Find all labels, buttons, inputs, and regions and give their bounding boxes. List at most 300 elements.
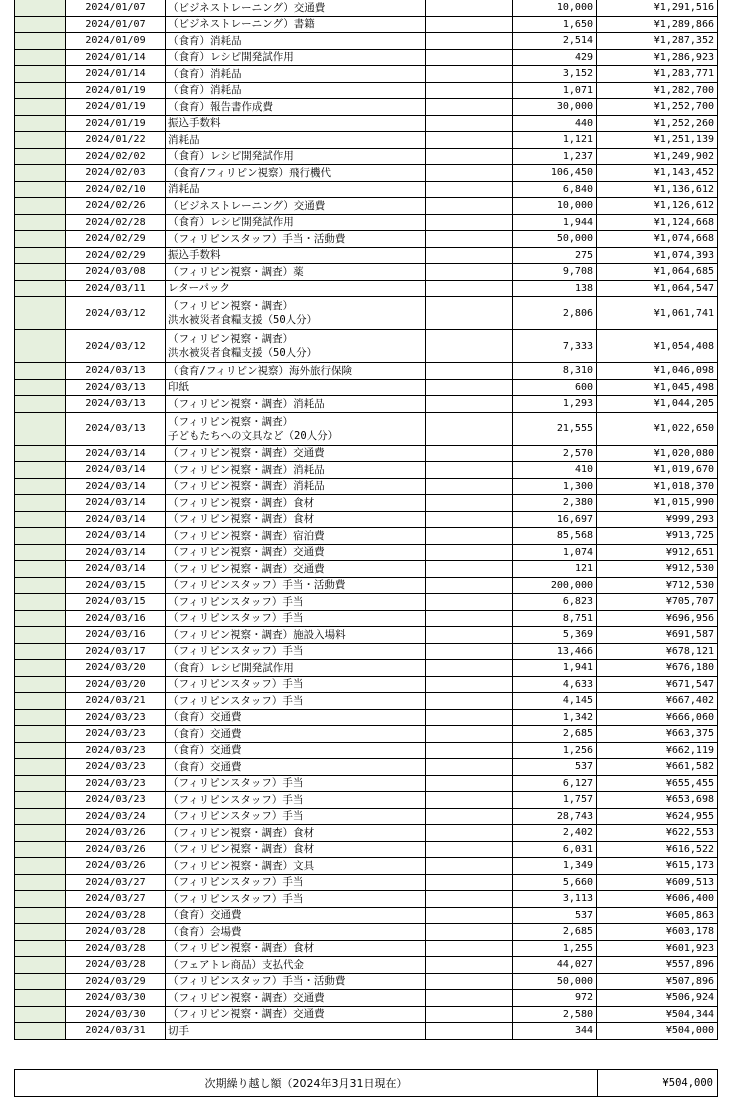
memo-cell	[426, 809, 513, 825]
amount-cell: 6,031	[513, 842, 597, 858]
memo-cell	[426, 578, 513, 594]
side-shade-cell	[14, 908, 66, 924]
memo-cell	[426, 479, 513, 495]
description-cell	[166, 17, 426, 33]
description-line: （フィリピンスタッフ）手当	[168, 595, 304, 608]
description-line: 洪水被災者食糧支援（50人分）	[168, 347, 318, 359]
side-shade-cell	[14, 0, 66, 16]
table-row	[14, 231, 718, 248]
balance-cell: ¥1,045,498	[597, 380, 718, 396]
description-line: （食育）会場費	[168, 925, 242, 938]
date-cell: 2024/03/14	[66, 479, 166, 495]
table-row	[14, 446, 718, 463]
date-cell: 2024/03/23	[66, 759, 166, 775]
side-shade-cell	[14, 858, 66, 874]
memo-cell	[426, 974, 513, 990]
balance-cell: ¥504,344	[597, 1007, 718, 1023]
description-line: （食育）交通費	[168, 744, 242, 757]
side-shade-cell	[14, 990, 66, 1006]
memo-cell	[426, 644, 513, 660]
date-cell: 2024/03/30	[66, 1007, 166, 1023]
amount-cell: 537	[513, 759, 597, 775]
description-cell	[166, 990, 426, 1006]
side-shade-cell	[14, 644, 66, 660]
memo-cell	[426, 17, 513, 33]
description-line: （フィリピン視察・調査）消耗品	[168, 397, 325, 410]
description-line: （フィリピンスタッフ）手当	[168, 694, 304, 707]
description-line: （フィリピン視察・調査）宿泊費	[168, 529, 325, 542]
table-row	[14, 116, 718, 133]
description-cell	[166, 264, 426, 280]
description-cell	[166, 578, 426, 594]
table-row	[14, 545, 718, 562]
side-shade-cell	[14, 149, 66, 165]
amount-cell: 8,751	[513, 611, 597, 627]
description-line: レターパック	[168, 282, 231, 295]
date-cell: 2024/02/10	[66, 182, 166, 198]
description-cell	[166, 149, 426, 165]
description-cell	[166, 363, 426, 379]
table-row	[14, 891, 718, 908]
balance-cell: ¥606,400	[597, 891, 718, 907]
table-row	[14, 990, 718, 1007]
memo-cell	[426, 528, 513, 544]
table-row	[14, 396, 718, 413]
description-line: （フィリピンスタッフ）手当	[168, 876, 304, 889]
date-cell: 2024/03/15	[66, 594, 166, 610]
table-row	[14, 726, 718, 743]
memo-cell	[426, 380, 513, 396]
amount-cell: 2,806	[513, 297, 597, 329]
balance-cell: ¥1,074,668	[597, 231, 718, 247]
side-shade-cell	[14, 561, 66, 577]
balance-cell: ¥622,553	[597, 825, 718, 841]
balance-cell: ¥1,282,700	[597, 83, 718, 99]
date-cell: 2024/03/26	[66, 842, 166, 858]
description-line: （フィリピンスタッフ）手当	[168, 678, 304, 691]
table-row	[14, 941, 718, 958]
memo-cell	[426, 891, 513, 907]
memo-cell	[426, 710, 513, 726]
description-cell	[166, 512, 426, 528]
description-cell	[166, 677, 426, 693]
description-cell	[166, 809, 426, 825]
date-cell: 2024/01/07	[66, 17, 166, 33]
amount-cell: 275	[513, 248, 597, 264]
description-line: （フィリピンスタッフ）手当・活動費	[168, 579, 346, 592]
amount-cell: 3,152	[513, 66, 597, 82]
memo-cell	[426, 198, 513, 214]
description-cell	[166, 776, 426, 792]
table-row	[14, 578, 718, 595]
side-shade-cell	[14, 545, 66, 561]
amount-cell: 2,380	[513, 495, 597, 511]
balance-cell: ¥678,121	[597, 644, 718, 660]
table-row	[14, 297, 718, 330]
memo-cell	[426, 248, 513, 264]
side-shade-cell	[14, 743, 66, 759]
description-line: （食育）消耗品	[168, 34, 242, 47]
description-line: （フィリピン視察・調査）交通費	[168, 1008, 325, 1021]
table-row	[14, 66, 718, 83]
side-shade-cell	[14, 776, 66, 792]
date-cell: 2024/03/26	[66, 825, 166, 841]
amount-cell: 2,685	[513, 924, 597, 940]
date-cell: 2024/02/29	[66, 231, 166, 247]
side-shade-cell	[14, 941, 66, 957]
balance-cell: ¥1,064,547	[597, 281, 718, 297]
description-line: （フィリピンスタッフ）手当	[168, 892, 304, 905]
balance-cell: ¥506,924	[597, 990, 718, 1006]
description-cell	[166, 924, 426, 940]
date-cell: 2024/03/14	[66, 495, 166, 511]
description-cell	[166, 941, 426, 957]
amount-cell: 8,310	[513, 363, 597, 379]
date-cell: 2024/01/19	[66, 116, 166, 132]
balance-cell: ¥1,018,370	[597, 479, 718, 495]
carry-forward-row	[14, 1069, 718, 1097]
memo-cell	[426, 116, 513, 132]
balance-cell: ¥1,286,923	[597, 50, 718, 66]
memo-cell	[426, 693, 513, 709]
description-line: 印紙	[168, 381, 189, 394]
amount-cell: 1,342	[513, 710, 597, 726]
balance-cell: ¥691,587	[597, 627, 718, 643]
balance-cell: ¥615,173	[597, 858, 718, 874]
description-cell	[166, 660, 426, 676]
amount-cell: 2,402	[513, 825, 597, 841]
description-cell	[166, 627, 426, 643]
memo-cell	[426, 677, 513, 693]
table-row	[14, 363, 718, 380]
side-shade-cell	[14, 182, 66, 198]
date-cell: 2024/02/26	[66, 198, 166, 214]
date-cell: 2024/03/27	[66, 891, 166, 907]
table-row	[14, 594, 718, 611]
description-cell	[166, 693, 426, 709]
description-line: （食育）交通費	[168, 711, 242, 724]
date-cell: 2024/02/03	[66, 165, 166, 181]
description-line: （食育）レシピ開発試作用	[168, 51, 294, 64]
memo-cell	[426, 594, 513, 610]
description-cell	[166, 33, 426, 49]
table-row	[14, 660, 718, 677]
table-row	[14, 693, 718, 710]
date-cell: 2024/03/28	[66, 908, 166, 924]
balance-cell: ¥666,060	[597, 710, 718, 726]
table-row	[14, 809, 718, 826]
description-cell	[166, 858, 426, 874]
date-cell: 2024/03/28	[66, 957, 166, 973]
side-shade-cell	[14, 891, 66, 907]
side-shade-cell	[14, 413, 66, 445]
description-cell	[166, 66, 426, 82]
memo-cell	[426, 512, 513, 528]
amount-cell: 6,127	[513, 776, 597, 792]
balance-cell: ¥912,651	[597, 545, 718, 561]
amount-cell: 50,000	[513, 974, 597, 990]
description-cell	[166, 1007, 426, 1023]
memo-cell	[426, 1007, 513, 1023]
description-line: （フィリピンスタッフ）手当・活動費	[168, 232, 346, 245]
description-cell	[166, 462, 426, 478]
date-cell: 2024/03/29	[66, 974, 166, 990]
description-cell	[166, 99, 426, 115]
balance-cell: ¥1,020,080	[597, 446, 718, 462]
description-line: （食育）消耗品	[168, 67, 242, 80]
description-line: （フィリピン視察・調査）食材	[168, 942, 315, 955]
amount-cell: 30,000	[513, 99, 597, 115]
balance-cell: ¥616,522	[597, 842, 718, 858]
balance-cell: ¥1,252,260	[597, 116, 718, 132]
description-line: （フィリピン視察・調査）消耗品	[168, 480, 325, 493]
balance-cell: ¥696,956	[597, 611, 718, 627]
amount-cell: 600	[513, 380, 597, 396]
amount-cell: 440	[513, 116, 597, 132]
amount-cell: 44,027	[513, 957, 597, 973]
memo-cell	[426, 330, 513, 362]
table-row	[14, 743, 718, 760]
date-cell: 2024/03/23	[66, 710, 166, 726]
balance-cell: ¥603,178	[597, 924, 718, 940]
table-row	[14, 479, 718, 496]
description-line: （フィリピン視察・調査）	[168, 333, 294, 345]
side-shade-cell	[14, 33, 66, 49]
date-cell: 2024/03/13	[66, 396, 166, 412]
date-cell: 2024/03/14	[66, 512, 166, 528]
table-row	[14, 33, 718, 50]
description-line: （フィリピンスタッフ）手当・活動費	[168, 975, 346, 988]
balance-cell: ¥1,054,408	[597, 330, 718, 362]
memo-cell	[426, 281, 513, 297]
ledger-table	[14, 0, 718, 1040]
amount-cell: 1,349	[513, 858, 597, 874]
balance-cell: ¥653,698	[597, 792, 718, 808]
description-line: （食育）報告書作成費	[168, 100, 273, 113]
table-row	[14, 644, 718, 661]
date-cell: 2024/03/20	[66, 660, 166, 676]
table-row	[14, 215, 718, 232]
description-line: （フィリピンスタッフ）手当	[168, 793, 304, 806]
memo-cell	[426, 842, 513, 858]
table-row	[14, 264, 718, 281]
date-cell: 2024/03/14	[66, 446, 166, 462]
table-row	[14, 924, 718, 941]
balance-cell: ¥1,064,685	[597, 264, 718, 280]
amount-cell: 1,255	[513, 941, 597, 957]
memo-cell	[426, 0, 513, 16]
description-cell	[166, 644, 426, 660]
table-row	[14, 99, 718, 116]
amount-cell: 85,568	[513, 528, 597, 544]
date-cell: 2024/03/12	[66, 330, 166, 362]
side-shade-cell	[14, 116, 66, 132]
description-cell	[166, 297, 426, 329]
side-shade-cell	[14, 446, 66, 462]
date-cell: 2024/03/23	[66, 776, 166, 792]
description-line: 消耗品	[168, 133, 200, 146]
side-shade-cell	[14, 1007, 66, 1023]
side-shade-cell	[14, 462, 66, 478]
description-cell	[166, 891, 426, 907]
balance-cell: ¥662,119	[597, 743, 718, 759]
table-row	[14, 710, 718, 727]
description-cell	[166, 726, 426, 742]
date-cell: 2024/02/02	[66, 149, 166, 165]
description-cell	[166, 248, 426, 264]
table-row	[14, 1007, 718, 1024]
table-row	[14, 776, 718, 793]
table-row	[14, 875, 718, 892]
description-cell	[166, 710, 426, 726]
memo-cell	[426, 990, 513, 1006]
side-shade-cell	[14, 809, 66, 825]
table-row	[14, 512, 718, 529]
amount-cell: 537	[513, 908, 597, 924]
date-cell: 2024/03/24	[66, 809, 166, 825]
balance-cell: ¥1,044,205	[597, 396, 718, 412]
side-shade-cell	[14, 660, 66, 676]
memo-cell	[426, 33, 513, 49]
side-shade-cell	[14, 396, 66, 412]
table-row	[14, 1023, 718, 1040]
amount-cell: 16,697	[513, 512, 597, 528]
balance-cell: ¥601,923	[597, 941, 718, 957]
description-cell	[166, 561, 426, 577]
balance-cell: ¥667,402	[597, 693, 718, 709]
table-row	[14, 495, 718, 512]
amount-cell: 10,000	[513, 0, 597, 16]
memo-cell	[426, 363, 513, 379]
balance-cell: ¥1,015,990	[597, 495, 718, 511]
date-cell: 2024/03/14	[66, 561, 166, 577]
table-row	[14, 198, 718, 215]
amount-cell: 344	[513, 1023, 597, 1039]
amount-cell: 410	[513, 462, 597, 478]
description-cell	[166, 1023, 426, 1039]
table-row	[14, 462, 718, 479]
table-row	[14, 248, 718, 265]
side-shade-cell	[14, 611, 66, 627]
description-cell	[166, 594, 426, 610]
balance-cell: ¥624,955	[597, 809, 718, 825]
amount-cell: 5,369	[513, 627, 597, 643]
description-line: （フィリピン視察・調査）文具	[168, 859, 315, 872]
amount-cell: 2,580	[513, 1007, 597, 1023]
balance-cell: ¥705,707	[597, 594, 718, 610]
date-cell: 2024/03/13	[66, 363, 166, 379]
date-cell: 2024/03/23	[66, 726, 166, 742]
balance-cell: ¥609,513	[597, 875, 718, 891]
amount-cell: 1,293	[513, 396, 597, 412]
side-shade-cell	[14, 330, 66, 362]
amount-cell: 2,514	[513, 33, 597, 49]
memo-cell	[426, 413, 513, 445]
description-line: 切手	[168, 1024, 189, 1037]
side-shade-cell	[14, 726, 66, 742]
balance-cell: ¥1,019,670	[597, 462, 718, 478]
date-cell: 2024/02/28	[66, 215, 166, 231]
table-row	[14, 611, 718, 628]
balance-cell: ¥1,126,612	[597, 198, 718, 214]
date-cell: 2024/03/17	[66, 644, 166, 660]
side-shade-cell	[14, 248, 66, 264]
amount-cell: 1,237	[513, 149, 597, 165]
side-shade-cell	[14, 231, 66, 247]
amount-cell: 7,333	[513, 330, 597, 362]
side-shade-cell	[14, 875, 66, 891]
description-line: （食育）交通費	[168, 727, 242, 740]
description-line: （フィリピンスタッフ）手当	[168, 612, 304, 625]
description-line: （フィリピン視察・調査）食材	[168, 843, 315, 856]
description-cell	[166, 908, 426, 924]
memo-cell	[426, 231, 513, 247]
memo-cell	[426, 759, 513, 775]
description-cell	[166, 165, 426, 181]
description-cell	[166, 495, 426, 511]
amount-cell: 1,121	[513, 132, 597, 148]
side-shade-cell	[14, 792, 66, 808]
description-line: （ビジネストレーニング）交通費	[168, 199, 326, 212]
balance-cell: ¥1,136,612	[597, 182, 718, 198]
description-line: （フィリピン視察・調査）交通費	[168, 447, 325, 460]
date-cell: 2024/03/12	[66, 297, 166, 329]
amount-cell: 4,633	[513, 677, 597, 693]
date-cell: 2024/03/15	[66, 578, 166, 594]
description-cell	[166, 611, 426, 627]
balance-cell: ¥712,530	[597, 578, 718, 594]
balance-cell: ¥661,582	[597, 759, 718, 775]
table-row	[14, 83, 718, 100]
balance-cell: ¥999,293	[597, 512, 718, 528]
side-shade-cell	[14, 578, 66, 594]
amount-cell: 1,650	[513, 17, 597, 33]
side-shade-cell	[14, 1023, 66, 1039]
memo-cell	[426, 215, 513, 231]
memo-cell	[426, 792, 513, 808]
amount-cell: 1,944	[513, 215, 597, 231]
description-cell	[166, 281, 426, 297]
balance-cell: ¥912,530	[597, 561, 718, 577]
balance-cell: ¥504,000	[597, 1023, 718, 1039]
description-line: 子どもたちへの文具など（20人分）	[168, 429, 339, 442]
memo-cell	[426, 132, 513, 148]
table-row	[14, 908, 718, 925]
memo-cell	[426, 545, 513, 561]
description-cell	[166, 50, 426, 66]
amount-cell: 1,256	[513, 743, 597, 759]
side-shade-cell	[14, 957, 66, 973]
side-shade-cell	[14, 281, 66, 297]
description-cell	[166, 743, 426, 759]
memo-cell	[426, 1023, 513, 1039]
description-line: 洪水被災者食糧支援（50人分）	[168, 314, 318, 326]
description-cell	[166, 875, 426, 891]
table-row	[14, 281, 718, 298]
description-line: （フィリピンスタッフ）手当	[168, 810, 304, 823]
memo-cell	[426, 858, 513, 874]
balance-cell: ¥1,061,741	[597, 297, 718, 329]
description-line: （フィリピン視察・調査）施設入場料	[168, 628, 346, 641]
memo-cell	[426, 660, 513, 676]
table-row	[14, 132, 718, 149]
date-cell: 2024/03/11	[66, 281, 166, 297]
memo-cell	[426, 957, 513, 973]
side-shade-cell	[14, 165, 66, 181]
side-shade-cell	[14, 710, 66, 726]
memo-cell	[426, 462, 513, 478]
balance-cell: ¥1,249,902	[597, 149, 718, 165]
